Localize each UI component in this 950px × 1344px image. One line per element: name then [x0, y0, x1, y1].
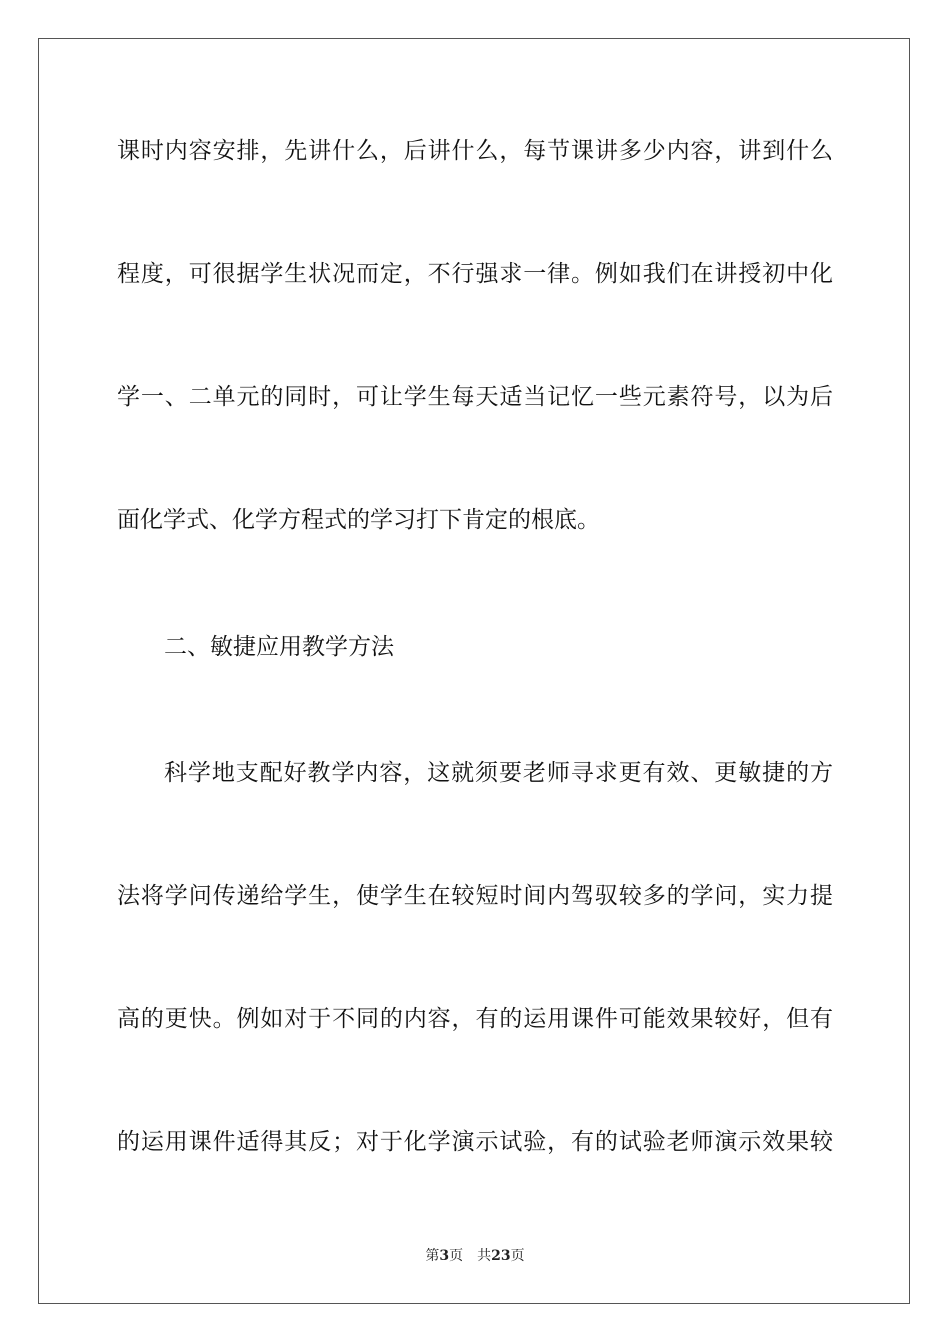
footer-total-pages: 23: [491, 1248, 511, 1264]
footer-page-suffix: 页: [449, 1248, 464, 1264]
paragraph-line: 面化学式、化学方程式的学习打下肯定的根底。: [117, 507, 600, 533]
paragraph-line: 课时内容安排，先讲什么，后讲什么，每节课讲多少内容，讲到什么: [117, 138, 833, 164]
paragraph-line: 程度，可很据学生状况而定，不行强求一律。例如我们在讲授初中化: [117, 261, 833, 287]
paragraph-line: 法将学问传递给学生，使学生在较短时间内驾驭较多的学问，实力提: [117, 883, 833, 909]
paragraph-line: 的运用课件适得其反；对于化学演示试验，有的试验老师演示效果较: [117, 1129, 833, 1155]
paragraph-line: 学一、二单元的同时，可让学生每天适当记忆一些元素符号，以为后: [117, 384, 833, 410]
footer-page-prefix: 第: [425, 1248, 440, 1264]
footer-total-prefix: 共: [477, 1248, 492, 1264]
footer-total-suffix: 页: [510, 1248, 525, 1264]
page-footer: [0, 1247, 950, 1265]
paragraph-line: 科学地支配好教学内容，这就须要老师寻求更有效、更敏捷的方: [164, 760, 833, 786]
page-border: [38, 38, 910, 1304]
footer-page-number: 3: [439, 1248, 450, 1264]
section-heading: 二、敏捷应用教学方法: [164, 634, 394, 660]
paragraph-line: 高的更快。例如对于不同的内容，有的运用课件可能效果较好，但有: [117, 1006, 833, 1032]
